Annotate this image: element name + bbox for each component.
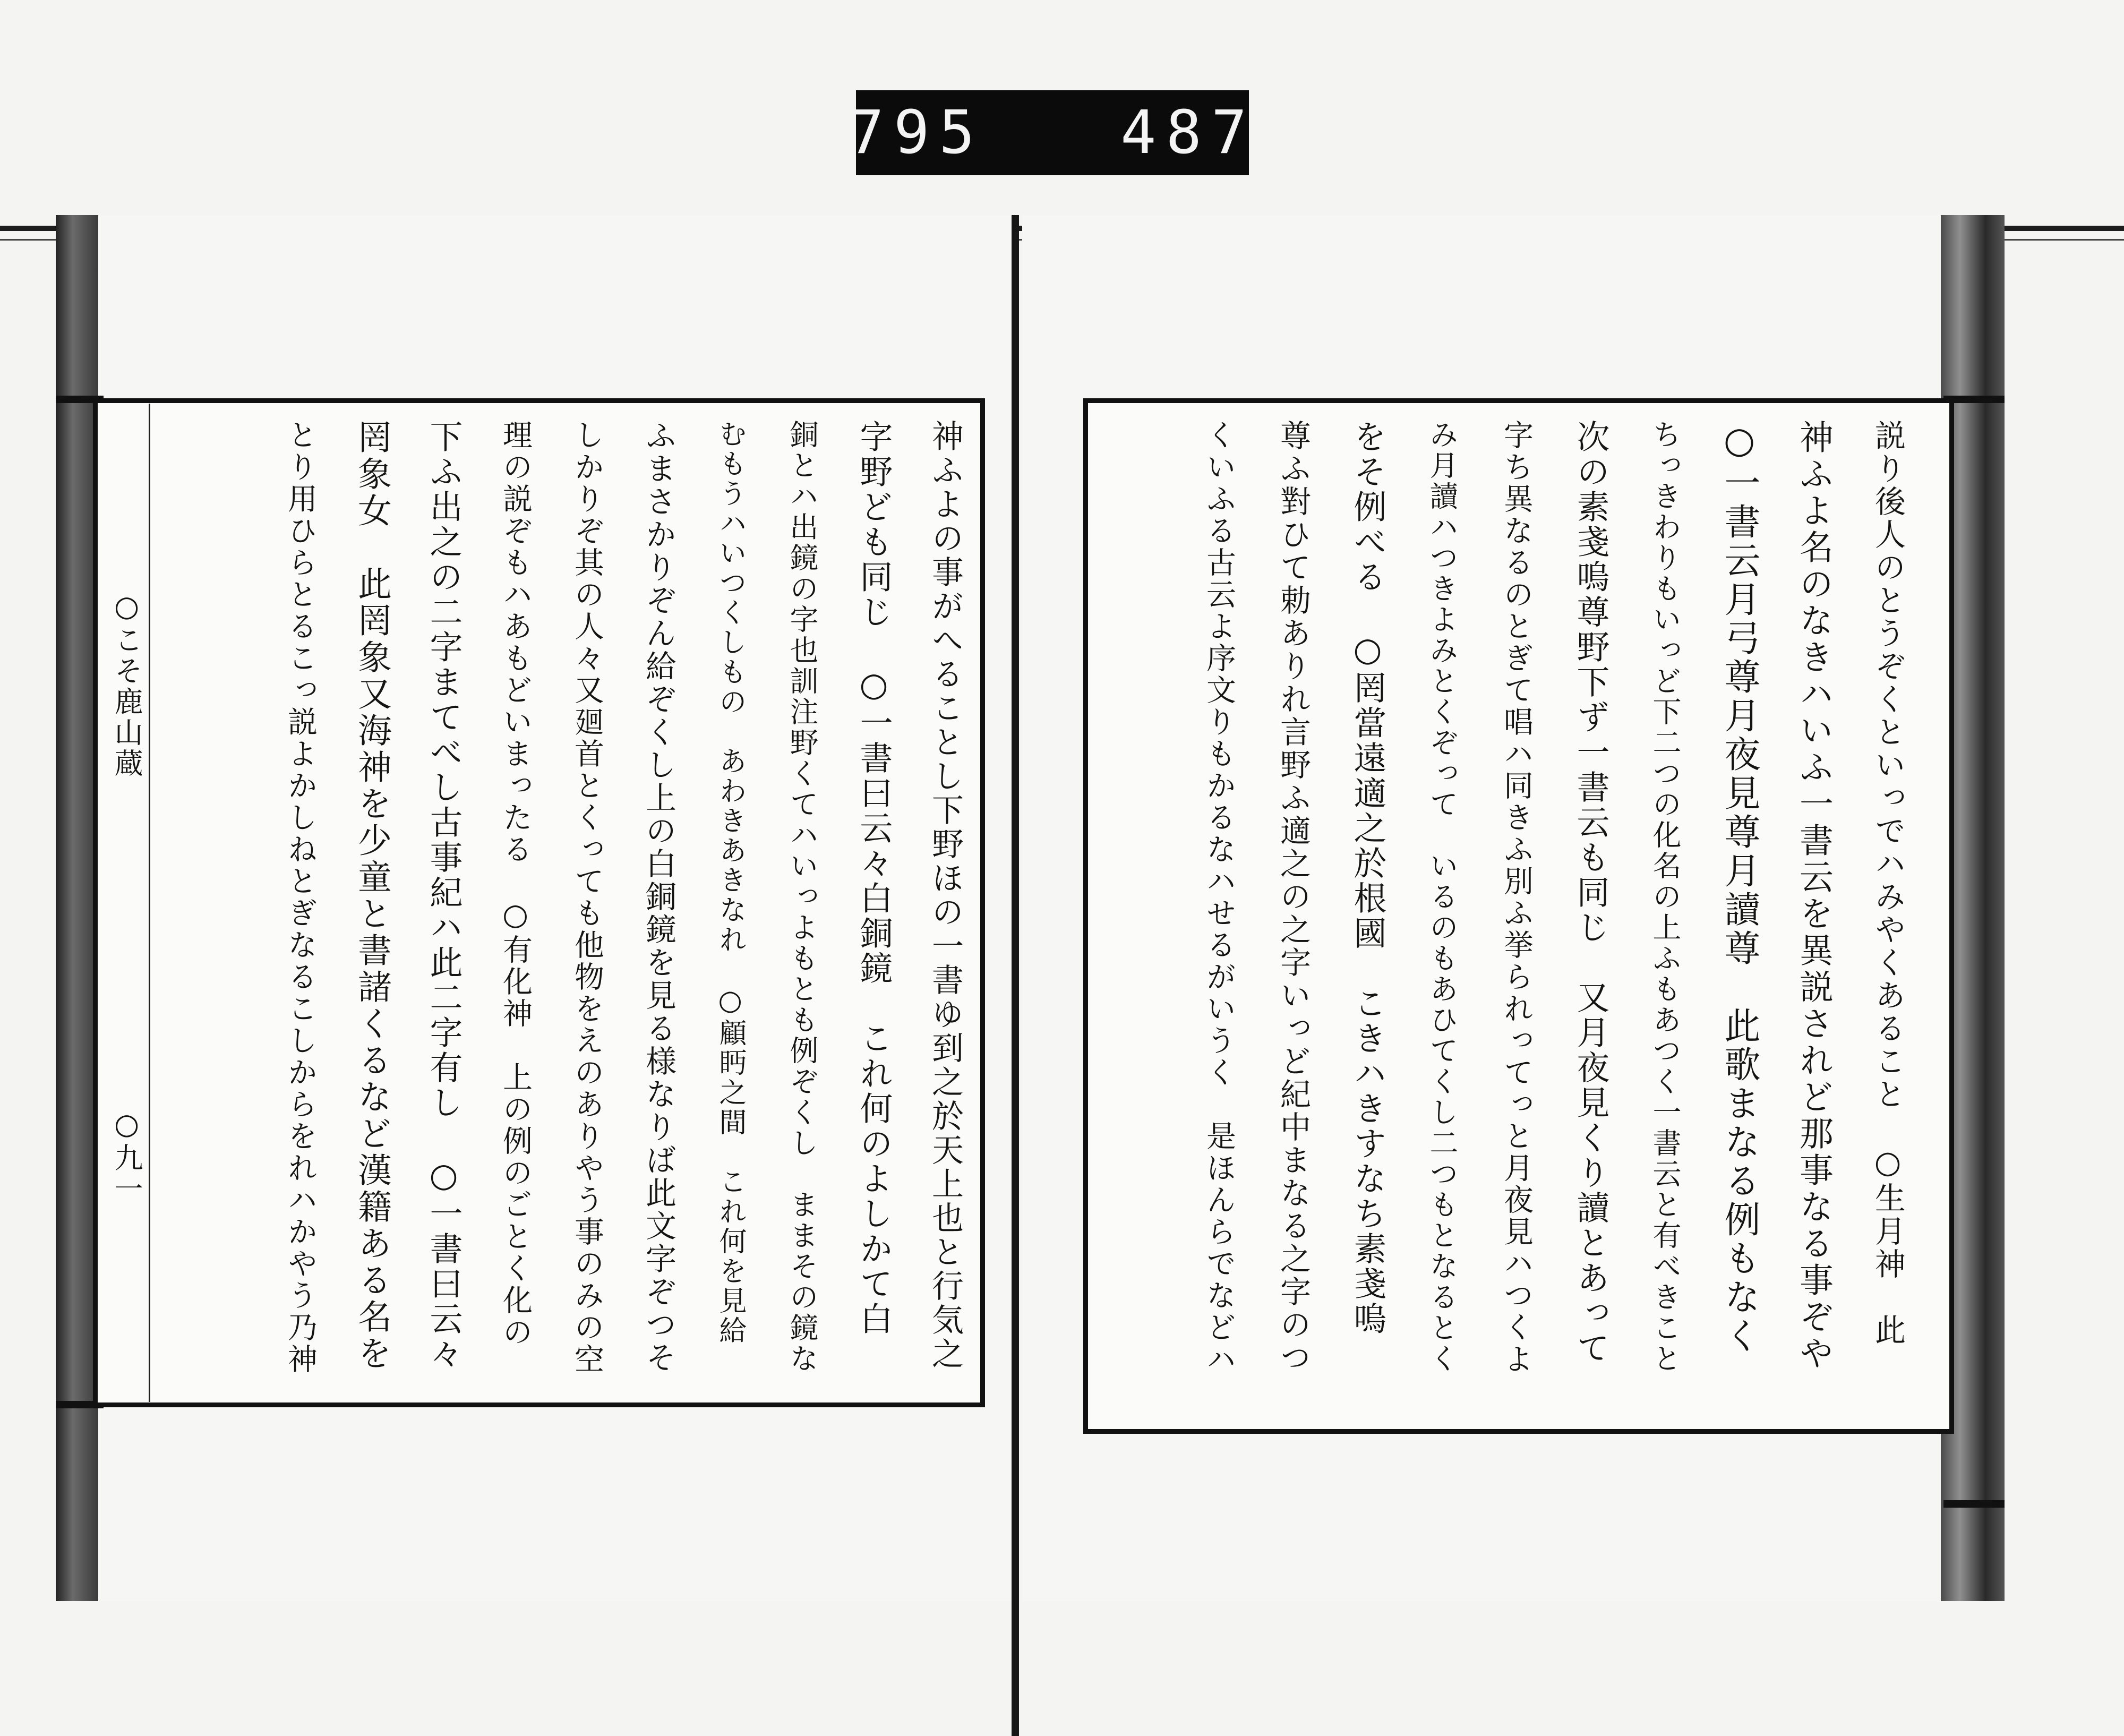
right-column-10: くいふる古云よ序文りもかるなハせるがいうく 是ほんらでなどハ [1202,420,1236,1375]
catalog-number-right: 487 [1120,98,1257,167]
left-column-5: ふまさかりぞん給ぞくし上の白銅鏡を見る様なりば此文字ぞつそ [640,420,676,1374]
right-frame-bottom-bar [1943,1500,2005,1508]
left-column-9: 罔象女 此罔象又海神を少童と書諸くるなど漢籍ある名を [352,420,391,1372]
left-column-10: とり用ひらとるこっ説よかしねとぎなるこしからをれハかやう乃神 [283,420,318,1375]
margin-title: ○こそ鹿山蔵 [110,589,143,779]
left-page-edge [56,215,98,1601]
right-column-1: 説り後人のとうぞくといっでハみやくあること ○生月神 此 [1870,420,1906,1347]
right-column-9: 尊ふ對ひて勅ありれ言野ふ適之の之字いっど紀中まなる之字のつ [1275,420,1311,1374]
left-margin-rule [149,404,150,1402]
left-column-1: 神ふよの事がへることし下野ほの一書ゆ到之於天上也と行気之 [927,420,964,1371]
catalog-label-gap [984,98,1120,167]
right-column-7: み月讀ハつきよみとくぞって いるのもあひてくし二つもとなるとく [1425,420,1459,1374]
right-column-6: 字ち異なるのとぎて唱ハ同きふ別ふ挙られってっと月夜見ハつくよ [1499,420,1534,1375]
book-gutter [1012,215,1019,1736]
right-column-4: ちっきわりもいっど下二つの化名の上ふもあつく一書云と有べきこと [1648,420,1682,1374]
right-column-8: をそ例べる ○罔當遠適之於根國 こきハきすなち素戔嗚 [1348,420,1387,1337]
catalog-label [848,90,1257,175]
right-column-2: 神ふよ名のなきハいふ一書云を異説されど那事なる事ぞや [1794,420,1833,1372]
left-column-6: しかりぞ其の人々又廻首とくっても他物をえのありやう事のみの空 [570,420,604,1375]
folio-number: ○九一 [110,1107,143,1204]
left-column-7: 理の説ぞもハあもどいまったる ○有化神 上の例のごとく化の [498,420,533,1348]
right-column-3: ○一書云月弓尊月夜見尊月讀尊 此歌まなる例もなく [1718,420,1760,1356]
left-column-4: むもうハいつくしもの あわきあきなれ ○顧眄之間 これ何を見給 [714,420,746,1346]
right-column-5: 次の素戔嗚尊野下ず一書云も同じ 又月夜見くり讀とあって [1571,420,1610,1366]
left-column-3: 銅とハ出鏡の字也訓注野くてハいっよもとも例ぞくし ままその鏡な [785,420,819,1374]
left-column-2: 字野ども同じ ○一書曰云々白銅鏡 これ何のよしかて白 [854,420,893,1337]
left-column-8: 下ふ出之の二字まてべし古事紀ハ此二字有し ○一書曰云々 [424,420,463,1372]
catalog-number-left: 795 [848,98,984,167]
